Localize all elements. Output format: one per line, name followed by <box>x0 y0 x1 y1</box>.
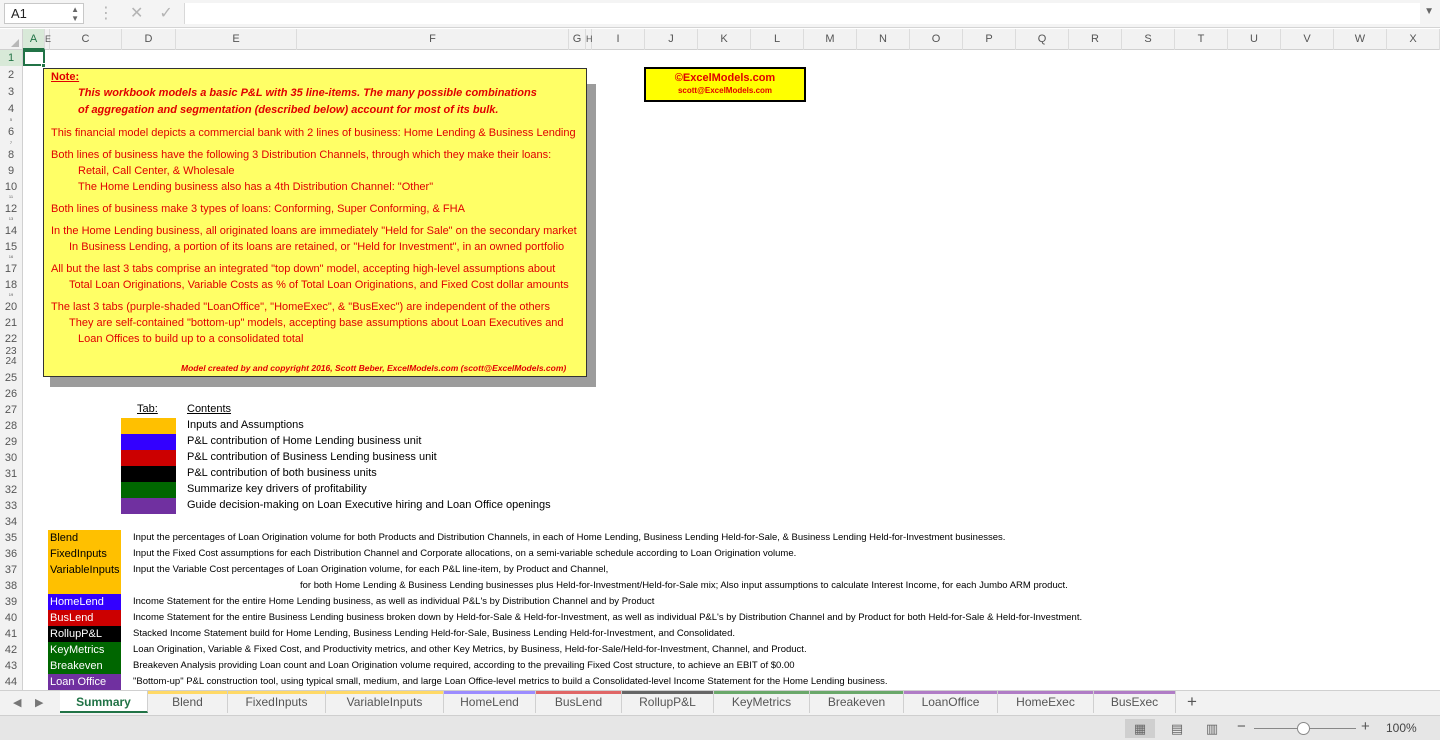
legend-contents-header: Contents <box>187 403 232 415</box>
row-header[interactable]: 28 <box>4 420 18 432</box>
cancel-icon[interactable]: ✕ <box>130 5 144 22</box>
column-header[interactable]: J <box>645 29 698 50</box>
column-header[interactable]: D <box>122 29 176 50</box>
row-header[interactable]: 40 <box>4 612 18 624</box>
legend-text: Inputs and Assumptions <box>187 419 304 431</box>
sheet-tab-variableinputs[interactable] <box>326 691 444 713</box>
sheet-tab-homelend[interactable] <box>444 691 536 713</box>
tab-description: Stacked Income Statement build for Home Lending, Business Lending Held-for-Sale, Business Lending Held-for-Investment, and Consolidated. <box>133 628 736 639</box>
row-header[interactable]: 3 <box>7 86 15 98</box>
tab-description: Breakeven Analysis providing Loan count and Loan Origination volume required, according to the prevailing Fixed Cost structure, to achieve an EBIT of $0.00 <box>133 660 795 671</box>
row-header[interactable]: 16 <box>8 254 14 259</box>
tab-label-breakeven: Breakeven <box>48 658 121 674</box>
row-header[interactable]: 1 <box>0 50 22 66</box>
zoom-in-icon[interactable]: + <box>1361 718 1370 735</box>
row-header[interactable]: 35 <box>4 532 18 544</box>
column-header[interactable]: G <box>569 29 586 50</box>
column-header[interactable]: V <box>1281 29 1334 50</box>
row-header[interactable]: 33 <box>4 500 18 512</box>
next-sheet-icon[interactable]: ▶ <box>35 697 44 709</box>
zoom-slider-thumb[interactable] <box>1297 722 1310 735</box>
formula-input[interactable] <box>184 3 1420 24</box>
tab-label-homelend: HomeLend <box>48 594 121 610</box>
row-header[interactable]: 9 <box>7 165 15 177</box>
tab-label-buslend: BusLend <box>48 610 121 626</box>
note-text: Retail, Call Center, & Wholesale <box>78 165 235 177</box>
previous-sheet-icon[interactable]: ◀ <box>13 697 22 709</box>
confirm-icon[interactable]: ✓ <box>159 5 173 22</box>
column-header[interactable]: F <box>297 29 569 50</box>
column-headers <box>0 29 1440 50</box>
row-headers <box>0 50 23 690</box>
sheet-tab-buslend[interactable] <box>536 691 622 713</box>
sheet-tab-label: FixedInputs <box>245 695 308 709</box>
sheet-tab-loanoffice[interactable] <box>904 691 998 713</box>
column-header[interactable]: R <box>1069 29 1122 50</box>
note-text: In Business Lending, a portion of its loans are retained, or "Held for Investment", in an owned portfolio <box>69 241 565 253</box>
more-icon: ⋮ <box>98 5 114 22</box>
zoom-level[interactable]: 100% <box>1386 721 1417 735</box>
note-text: This financial model depicts a commercial bank with 2 lines of business: Home Lending & Business Lending <box>51 127 576 139</box>
sheet-tab-label: BusLend <box>554 695 603 709</box>
legend-text: Summarize key drivers of profitability <box>187 483 367 495</box>
brand-email: scott@ExcelModels.com <box>677 86 773 95</box>
row-header[interactable]: 25 <box>4 372 18 384</box>
legend-swatch-home-lending <box>121 434 176 450</box>
name-box-value: A1 <box>11 6 27 21</box>
brand-name: ©ExcelModels.com <box>674 72 776 84</box>
legend-swatch-business-lending <box>121 450 176 466</box>
legend-swatch-decision-making <box>121 498 176 514</box>
expand-formula-bar-icon[interactable]: ▼ <box>1424 6 1434 17</box>
column-header[interactable]: X <box>1387 29 1440 50</box>
sheet-tab-label: RollupP&L <box>639 695 696 709</box>
sheet-tab-rollup[interactable] <box>622 691 714 713</box>
select-all-button[interactable] <box>0 29 23 50</box>
formula-bar <box>0 0 1440 28</box>
row-header[interactable]: 34 <box>4 516 18 528</box>
row-header[interactable]: 36 <box>4 548 18 560</box>
column-header[interactable]: L <box>751 29 804 50</box>
sheet-tab-label: Breakeven <box>827 695 886 709</box>
sheet-tab-label: KeyMetrics <box>731 695 792 709</box>
column-header[interactable]: O <box>910 29 963 50</box>
row-header[interactable]: 24 <box>5 356 17 367</box>
sheet-tab-bar <box>0 690 1440 715</box>
column-header[interactable]: I <box>592 29 645 50</box>
legend-swatch-key-drivers <box>121 482 176 498</box>
sheet-tab-label: LoanOffice <box>921 695 980 709</box>
row-header[interactable]: 22 <box>4 333 18 345</box>
tab-description: Input the Fixed Cost assumptions for each Distribution Channel and Corporate allocations, on a semi-variable schedule according to Loan Origination volume. <box>133 548 797 559</box>
sheet-tab-label: BusExec <box>1110 695 1159 709</box>
tab-label-variableinputs: VariableInputs <box>50 564 120 576</box>
status-bar <box>0 715 1440 740</box>
sheet-tab-summary[interactable] <box>60 691 148 713</box>
note-text: All but the last 3 tabs comprise an integrated "top down" model, accepting high-level assumptions about <box>51 263 556 275</box>
row-header[interactable]: 38 <box>4 580 18 592</box>
sheet-tab-homeexec[interactable] <box>998 691 1094 713</box>
tab-label-blend: Blend <box>50 532 79 544</box>
sheet-tab-busexec[interactable] <box>1094 691 1176 713</box>
row-header[interactable]: 10 <box>4 181 18 193</box>
row-header[interactable]: 19 <box>8 292 14 297</box>
tab-label-keymetrics: KeyMetrics <box>48 642 121 658</box>
tab-label-rollup: RollupP&L <box>48 626 121 642</box>
note-credit: Model created by and copyright 2016, Scott Beber, ExcelModels.com (scott@ExcelModels.com) <box>181 363 567 373</box>
row-header[interactable]: 43 <box>4 660 18 672</box>
add-sheet-button[interactable]: + <box>1187 692 1197 711</box>
row-header[interactable]: 30 <box>4 452 18 464</box>
legend-swatch-both-units <box>121 466 176 482</box>
row-header[interactable]: 2 <box>7 69 15 81</box>
sheet-tab-label: HomeExec <box>1016 695 1075 709</box>
note-text: They are self-contained "bottom-up" models, accepting base assumptions about Loan Executives and <box>69 317 564 329</box>
column-header[interactable]: E <box>176 29 297 50</box>
row-header[interactable]: 8 <box>7 149 15 161</box>
sheet-tab-breakeven[interactable] <box>810 691 904 713</box>
column-header[interactable]: P <box>963 29 1016 50</box>
tab-label-loanoffice: Loan Office <box>48 674 121 690</box>
column-header[interactable]: H <box>586 29 592 50</box>
name-box[interactable] <box>4 3 84 24</box>
row-header[interactable]: 44 <box>4 676 18 688</box>
column-header[interactable]: S <box>1122 29 1175 50</box>
row-header[interactable]: 42 <box>4 644 18 656</box>
note-intro-line: This workbook models a basic P&L with 35 line-items. The many possible combinations <box>78 87 537 99</box>
normal-view-icon[interactable]: ▦ <box>1125 719 1155 738</box>
tab-description: Income Statement for the entire Business Lending business broken down by Held-for-Sale & Held-for-Investment, as well as individual P&L's by Distribution Channel and by Product for both Held-for-Sale & Held-for-Investment. <box>133 612 1083 623</box>
note-text: In the Home Lending business, all originated loans are immediately "Held for Sale" on the secondary market <box>51 225 577 237</box>
row-header[interactable]: 41 <box>4 628 18 640</box>
legend-text: P&L contribution of both business units <box>187 467 377 479</box>
row-header[interactable]: 26 <box>4 388 18 400</box>
row-header[interactable]: 27 <box>4 404 18 416</box>
sheet-tab-label: VariableInputs <box>346 695 423 709</box>
tab-description: "Bottom-up" P&L construction tool, using typical small, medium, and large Loan Office-level metrics to build a Consolidated-level Income Statement for the Home Lending business. <box>133 676 888 687</box>
column-header[interactable]: T <box>1175 29 1228 50</box>
excelmodels-brand-box <box>644 67 806 102</box>
page-break-view-icon[interactable]: ▥ <box>1205 721 1219 736</box>
row-header[interactable]: 29 <box>4 436 18 448</box>
sheet-tab-label: Blend <box>172 695 203 709</box>
row-header[interactable]: 23 <box>5 346 17 357</box>
sheet-tab-label: HomeLend <box>460 695 519 709</box>
column-header[interactable]: W <box>1334 29 1387 50</box>
column-header[interactable]: N <box>857 29 910 50</box>
row-header[interactable]: 4 <box>7 103 15 115</box>
column-header[interactable]: C <box>50 29 122 50</box>
row-header[interactable]: 12 <box>4 203 18 215</box>
row-header[interactable]: 11 <box>8 194 14 199</box>
zoom-out-icon[interactable]: − <box>1237 718 1246 735</box>
tab-description: Input the percentages of Loan Origination volume for both Products and Distribution Channels, in each of Home Lending, Business Lending Held-for-Sale, & Business Lending Held-for-Investment businesses. <box>133 532 1006 543</box>
note-text: Both lines of business make 3 types of loans: Conforming, Super Conforming, & FHA <box>51 203 465 215</box>
row-header[interactable]: 5 <box>9 117 13 122</box>
column-header[interactable]: U <box>1228 29 1281 50</box>
page-layout-view-icon[interactable]: ▤ <box>1170 721 1184 736</box>
row-header[interactable]: 14 <box>4 225 18 237</box>
legend-tab-header: Tab: <box>137 403 158 415</box>
sheet-tab-fixedinputs[interactable] <box>228 691 326 713</box>
tab-description: Income Statement for the entire Home Lending business, as well as individual P&L's by Distribution Channel and by Product <box>133 596 655 607</box>
note-box <box>43 68 587 377</box>
row-header[interactable]: 21 <box>4 317 18 329</box>
legend-text: P&L contribution of Home Lending business unit <box>187 435 422 447</box>
column-header[interactable]: M <box>804 29 857 50</box>
note-text: The Home Lending business also has a 4th Distribution Channel: "Other" <box>78 181 434 193</box>
legend-text: Guide decision-making on Loan Executive hiring and Loan Office openings <box>187 499 551 511</box>
note-text: The last 3 tabs (purple-shaded "LoanOffice", "HomeExec", & "BusExec") are independent of the others <box>51 301 550 313</box>
note-intro-line: of aggregation and segmentation (described below) account for most of its bulk. <box>78 104 499 116</box>
row-header[interactable]: 13 <box>8 216 14 221</box>
row-header[interactable]: 20 <box>4 301 18 313</box>
row-header[interactable]: 15 <box>4 241 18 253</box>
row-header[interactable]: 31 <box>4 468 18 480</box>
sheet-tab-keymetrics[interactable] <box>714 691 810 713</box>
sheet-tab-label: Summary <box>76 695 131 709</box>
row-header[interactable]: 39 <box>4 596 18 608</box>
tab-description-continued: for both Home Lending & Business Lending businesses plus Held-for-Investment/Held-for-Sale mix; Also input assumptions to calculate Interest Income, for each Jumbo ARM product. <box>300 580 1068 591</box>
column-header[interactable]: Q <box>1016 29 1069 50</box>
column-header[interactable]: K <box>698 29 751 50</box>
legend-swatch-inputs <box>121 418 176 434</box>
legend-text: P&L contribution of Business Lending business unit <box>187 451 437 463</box>
note-text: Total Loan Originations, Variable Costs as % of Total Loan Originations, and Fixed Cost dollar amounts <box>69 279 569 291</box>
row-header[interactable]: 32 <box>4 484 18 496</box>
worksheet-grid[interactable] <box>23 50 1440 690</box>
note-text: Loan Offices to build up to a consolidated total <box>78 333 304 345</box>
row-header[interactable]: 17 <box>4 263 18 275</box>
note-heading: Note: <box>51 71 80 83</box>
sheet-tab-blend[interactable] <box>148 691 228 713</box>
name-box-dropdown-icon[interactable]: ▲ ▼ <box>71 5 79 23</box>
row-header[interactable]: 37 <box>4 564 18 576</box>
column-header[interactable]: A <box>23 29 45 50</box>
column-header[interactable]: E <box>45 29 50 50</box>
row-header[interactable]: 7 <box>9 140 13 145</box>
tab-label-fixedinputs: FixedInputs <box>50 548 107 560</box>
row-header[interactable]: 6 <box>7 126 15 138</box>
tab-description: Input the Variable Cost percentages of Loan Origination volume, for each P&L line-item, by Product and Channel, <box>133 564 609 575</box>
note-text: Both lines of business have the following 3 Distribution Channels, through which they make their loans: <box>51 149 552 161</box>
row-header[interactable]: 18 <box>4 279 18 291</box>
tab-description: Loan Origination, Variable & Fixed Cost, and Productivity metrics, and other Key Metrics, by Business, Held-for-Sale/Held-for-Investment, Channel, and Product. <box>133 644 807 655</box>
